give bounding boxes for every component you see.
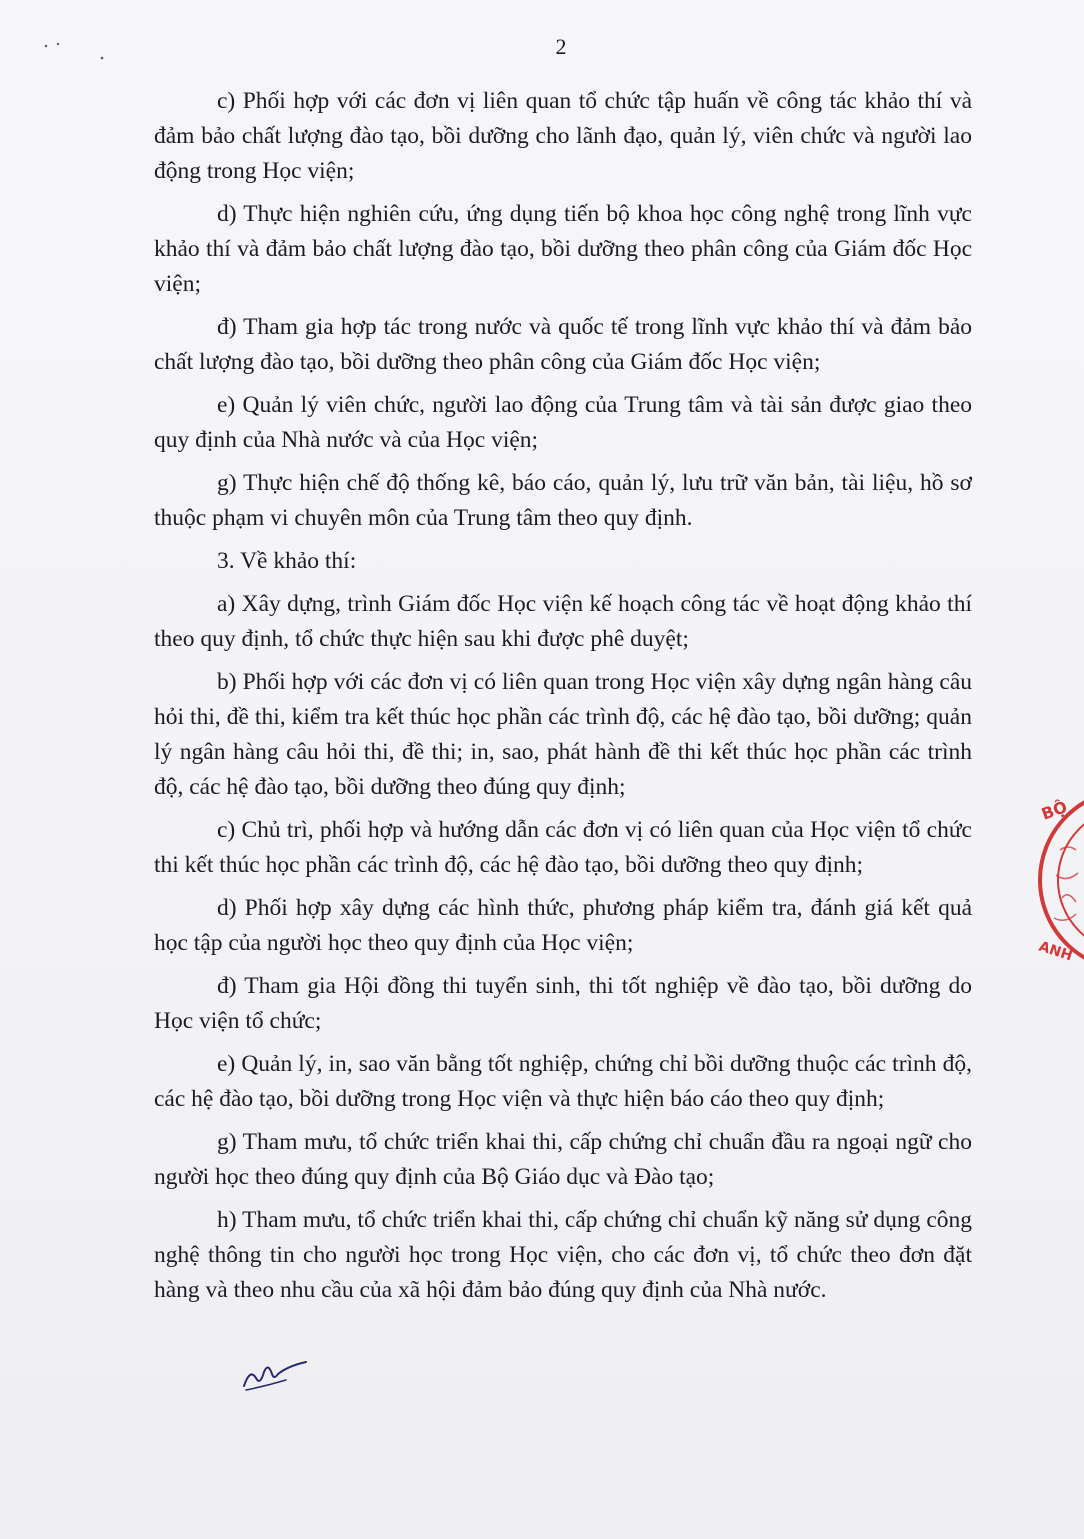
- paragraph: e) Quản lý viên chức, người lao động của Trung tâm và tài sản được giao theo quy định của Nhà nước và của Học viện;: [154, 392, 972, 453]
- paragraph: g) Thực hiện chế độ thống kê, báo cáo, quản lý, lưu trữ văn bản, tài liệu, hồ sơ thuộc phạm vi chuyên môn của Trung tâm theo quy định.: [154, 470, 972, 531]
- stamp-text-bottom: ANH: [1036, 938, 1075, 965]
- paragraph: c) Phối hợp với các đơn vị liên quan tổ chức tập huấn về công tác khảo thí và đảm bảo chất lượng đào tạo, bồi dưỡng cho lãnh đạo, quản lý, viên chức và người lao động trong Học viện;: [154, 88, 972, 184]
- paragraph: đ) Tham gia hợp tác trong nước và quốc tế trong lĩnh vực khảo thí và đảm bảo chất lượng đào tạo, bồi dưỡng theo phân công của Giám đốc Học viện;: [154, 314, 972, 375]
- paragraph: e) Quản lý, in, sao văn bằng tốt nghiệp, chứng chỉ bồi dưỡng thuộc các trình độ, các hệ đào tạo, bồi dưỡng trong Học viện và thực hiện báo cáo theo quy định;: [154, 1051, 972, 1112]
- paragraph: d) Thực hiện nghiên cứu, ứng dụng tiến bộ khoa học công nghệ trong lĩnh vực khảo thí và đảm bảo chất lượng đào tạo, bồi dưỡng theo phân công của Giám đốc Học viện;: [154, 201, 972, 297]
- paragraph: d) Phối hợp xây dựng các hình thức, phương pháp kiểm tra, đánh giá kết quả học tập của người học theo quy định của Học viện;: [154, 895, 972, 956]
- signature-mark: [240, 1358, 310, 1394]
- paragraph: b) Phối hợp với các đơn vị có liên quan trong Học viện xây dựng ngân hàng câu hỏi thi, đề thi, kiểm tra kết thúc học phần các trình độ, các hệ đào tạo, bồi dưỡng; quản lý ngân hàng câu hỏi thi, đề thi; in, sao, phát hành đề thi kết thúc học phần các trình độ, các hệ đào tạo, bồi dưỡng theo đúng quy định;: [154, 669, 972, 800]
- official-stamp: [1030, 780, 1084, 980]
- paragraph: g) Tham mưu, tổ chức triển khai thi, cấp chứng chỉ chuẩn đầu ra ngoại ngữ cho người học theo đúng quy định của Bộ Giáo dục và Đào tạo;: [154, 1129, 972, 1190]
- page-number: 2: [555, 34, 567, 59]
- paragraph: a) Xây dựng, trình Giám đốc Học viện kế hoạch công tác về hoạt động khảo thí theo quy định, tổ chức thực hiện sau khi được phê duyệt;: [154, 591, 972, 652]
- section-heading: 3. Về khảo thí:: [217, 548, 357, 574]
- stamp-text-top: BỘ: [1038, 797, 1070, 824]
- paragraph: đ) Tham gia Hội đồng thi tuyển sinh, thi tốt nghiệp về đào tạo, bồi dưỡng do Học viện tổ chức;: [154, 973, 972, 1034]
- document-body: [154, 84, 972, 1316]
- paragraph: h) Tham mưu, tổ chức triển khai thi, cấp chứng chỉ chuẩn kỹ năng sử dụng công nghệ thông tin cho người học trong Học viện, cho các đơn vị, tổ chức theo đơn đặt hàng và theo nhu cầu của xã hội đảm bảo đúng quy định của Nhà nước.: [154, 1207, 972, 1303]
- paragraph: c) Chủ trì, phối hợp và hướng dẫn các đơn vị có liên quan của Học viện tổ chức thi kết thúc học phần các trình độ, các hệ đào tạo, bồi dưỡng theo quy định;: [154, 817, 972, 878]
